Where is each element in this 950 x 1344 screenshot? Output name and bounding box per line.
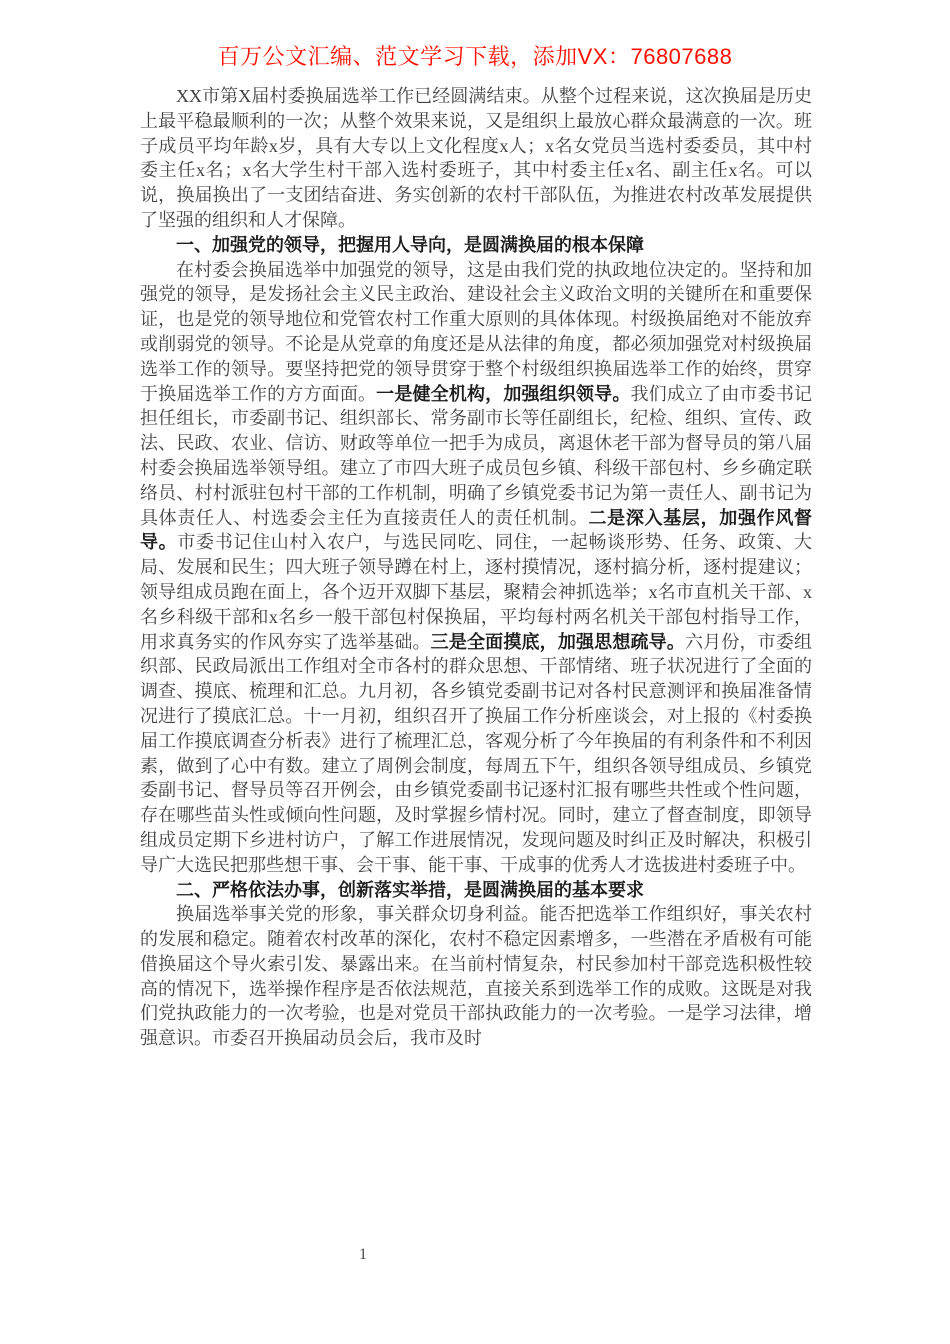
bold-run: 一是健全机构，加强组织领导。: [376, 383, 631, 404]
document-body: [140, 84, 812, 1051]
text-run: 在村委会换届选举中加强党的领导，这是由我们党的执政地位决定的。坚持和加强党的领导，是发扬社会主义民主政治、建设社会主义政治文明的关键所在和重要保证，也是党的领导地位和党管农村工作重大原则的具体体现。村级换届绝对不能放弃或削弱党的领导。不论是从党章的角度还是从法律的角度，都必须加强党对村级换届选举工作的领导。要坚持把党的领导贯穿于整个村级组织换届选举工作的始终，贯穿于换届选举工作的方方面面。: [140, 259, 812, 404]
section-heading-2: 二、严格依法办事，创新落实举措，是圆满换届的基本要求: [176, 879, 644, 900]
paragraph-intro: XX市第X届村委换届选举工作已经圆满结束。从整个过程来说，这次换届是历史上最平稳最顺利的一次；从整个效果来说，又是组织上最放心群众最满意的一次。班子成员平均年龄x岁，具有大专以上文化程度x人；x名女党员当选村委委员，其中村委主任x名；x名大学生村干部入选村委班子，其中村委主任x名、副主任x名。可以说，换届换出了一支团结奋进、务实创新的农村干部队伍，为推进农村改革发展提供了坚强的组织和人才保障。: [140, 86, 812, 230]
text-run: 六月份，市委组织部、民政局派出工作组对全市各村的群众思想、干部情绪、班子状况进行了全面的调查、摸底、梳理和汇总。九月初，各乡镇党委副书记对各村民意测评和换届准备情况进行了摸底汇总。十一月初，组织召开了换届工作分析座谈会，对上报的《村委换届工作摸底调查分析表》进行了梳理汇总，客观分析了今年换届的有利条件和不利因素，做到了心中有数。建立了周例会制度，每周五下午，组织各领导组成员、乡镇党委副书记、督导员等召开例会，由乡镇党委副书记逐村汇报有哪些共性或个性问题，存在哪些苗头性或倾向性问题，及时掌握乡情村况。同时，建立了督查制度，即领导组成员定期下乡进村访户，了解工作进展情况，发现问题及时纠正及时解决，积极引导广大选民把那些想干事、会干事、能干事、干成事的优秀人才选拔进村委班子中。: [140, 631, 813, 875]
page-number: 1: [359, 1246, 367, 1263]
bold-run: 三是全面摸底，加强思想疏导。: [430, 631, 686, 652]
text-run: 市委书记住山村入农户，与选民同吃、同住，一起畅谈形势、任务、政策、大局、发展和民生；四大班子领导蹲在村上，逐村摸情况，逐村搞分析，逐村提建议；领导组成员跑在面上，各个迈开双脚下基层，聚精会神抓选举；x名市直机关干部、x名乡科级干部和x名乡一般干部包村保换届，平均每村两名机关干部包村指导工作，用求真务实的作风夯实了选举基础。: [140, 532, 812, 652]
ad-banner-text: 百万公文汇编、范文学习下载，添加VX：76807688: [217, 44, 733, 69]
text-run: 我们成立了由市委书记担任组长，市委副书记、组织部长、常务副市长等任副组长，纪检、组织、宣传、政法、民政、农业、信访、财政等单位一把手为成员，离退休老干部为督导员的第八届村委会换届选举领导组。建立了市四大班子成员包乡镇、科级干部包村、乡乡确定联络员、村村派驻包村干部的工作机制，明确了乡镇党委书记为第一责任人、副书记为具体责任人、村选委会主任为直接责任人的责任机制。: [140, 383, 813, 528]
paragraph-section-1: [140, 258, 812, 878]
bold-run: 二是深入基层，加强作风督导。: [140, 507, 813, 553]
section-heading-1: 一、加强党的领导，把握用人导向，是圆满换届的根本保障: [176, 234, 644, 255]
paragraph-section-2: 换届选举事关党的形象，事关群众切身利益。能否把选举工作组织好，事关农村的发展和稳定。随着农村改革的深化，农村不稳定因素增多，一些潜在矛盾极有可能借换届这个导火索引发、暴露出来。在当前村情复杂，村民参加村干部竞选积极性较高的情况下，选举操作程序是否依法规范，直接关系到选举工作的成败。这既是对我们党执政能力的一次考验，也是对党员干部执政能力的一次考验。一是学习法律，增强意识。市委召开换届动员会后，我市及时: [140, 904, 812, 1049]
